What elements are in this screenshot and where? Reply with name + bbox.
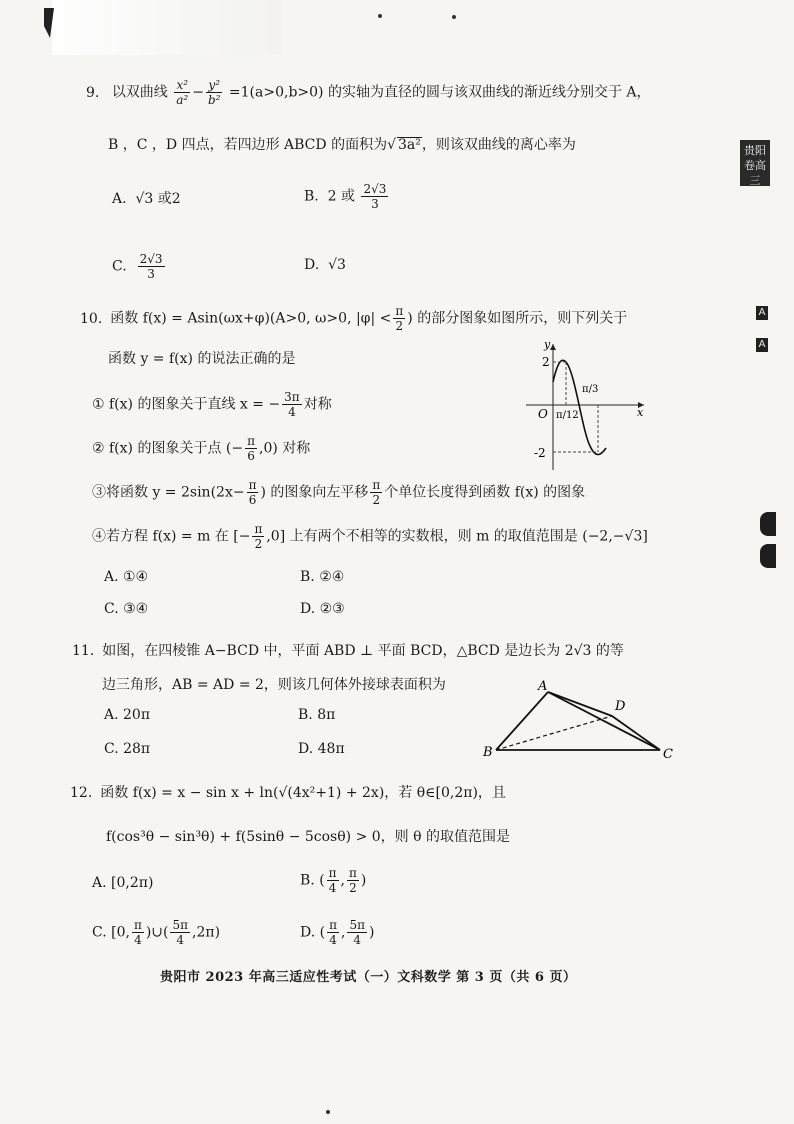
- scan-dot: [378, 14, 382, 18]
- q12-option-d[interactable]: D. ( $\frac{\pi}{4}$ , $\frac{5\pi}{4}$ ): [300, 918, 375, 947]
- q9-line2: B ，C ，D 四点，若四边形 ABCD 的面积为√ 3a²，则该双曲线的离心率为: [108, 137, 576, 153]
- q11-option-c[interactable]: C. 28π: [104, 741, 151, 757]
- fraction: $\frac{\pi}{6}$: [248, 478, 257, 507]
- q9-option-d[interactable]: D. √3: [304, 257, 346, 273]
- q12-option-c[interactable]: C. [0, $\frac{\pi}{4}$ )∪( $\frac{5\pi}{4}$ ,2π): [92, 918, 221, 947]
- sine-graph: [520, 340, 650, 475]
- tick2-label: π/3: [582, 384, 599, 395]
- q11-option-d[interactable]: D. 48π: [298, 741, 345, 757]
- binding-hole: [760, 512, 776, 536]
- q10-statement-1: ① f(x) 的图象关于直线 x = − $\frac{3\pi}{4}$ 对称: [92, 390, 332, 419]
- pyramid-figure: [480, 680, 680, 762]
- q11-option-a[interactable]: A. 20π: [104, 707, 151, 723]
- q10-statement-2: ② f(x) 的图象关于点 (− $\frac{\pi}{6}$ ,0) 对称: [92, 434, 311, 463]
- side-tab: 贵阳卷高三: [740, 140, 770, 186]
- q10-statement-4: ④若方程 f(x) = m 在 [− $\frac{\pi}{2}$ ,0] 上有两个不相等的实数根，则 m 的取值范围是 (−2,−√3]: [92, 522, 648, 551]
- q10-line2: 函数 y = f(x) 的说法正确的是: [108, 351, 296, 367]
- q10-statement-3: ③将函数 y = 2sin(2x− $\frac{\pi}{6}$ ) 的图象向左平移 $\frac{\pi}{2}$ 个单位长度得到函数 f(x) 的图象: [92, 478, 586, 507]
- fraction: $\frac{\pi}{2}$: [254, 522, 263, 551]
- edge-AB: [496, 692, 548, 750]
- y-label: y: [544, 340, 551, 351]
- fraction: $\frac{\pi}{4}$: [133, 918, 142, 947]
- x-label: x: [637, 406, 644, 419]
- vertex-D-label: D: [615, 699, 626, 714]
- fraction: $\frac{\text{y²}}{\text{b²}}$: [207, 78, 221, 107]
- fraction: $\frac{\pi}{2}$: [395, 304, 404, 333]
- fraction: $\frac{\pi}{4}$: [328, 866, 337, 895]
- fraction: $\frac{5\pi}{4}$: [349, 918, 365, 947]
- edge-AD: [548, 692, 612, 716]
- y-min-label: -2: [534, 446, 546, 460]
- question-number: 9.: [86, 84, 100, 101]
- fraction: $\frac{2√3}{3}$: [139, 252, 163, 281]
- scan-smudge: [52, 0, 282, 55]
- vertex-C-label: C: [663, 747, 673, 762]
- side-letter: A: [756, 338, 768, 352]
- fraction: $\frac{\text{x²}}{\text{a²}}$: [176, 78, 189, 107]
- side-letter: A: [756, 306, 768, 320]
- q10-option-c[interactable]: C. ③④: [104, 601, 149, 617]
- y-max-label: 2: [542, 355, 550, 369]
- fraction: $\frac{\pi}{4}$: [329, 918, 337, 947]
- edge-DC: [612, 716, 660, 750]
- q9-line1: 9. 以双曲线 $\frac{\text{x²}}{\text{a²}}$ − $\frac{\text{y²}}{\text{b²}}$ =1(a>0,b>0) 的实轴为直径的圆与该双曲线的渐近线分别交于 A，: [86, 78, 651, 107]
- tick1-label: π/12: [556, 410, 579, 421]
- fraction: $\frac{3\pi}{4}$: [284, 390, 300, 419]
- q12-line1: 12. 函数 f(x) = x − sin x + ln(√(4x²+1) + 2x)，若 θ∈[0,2π)，且: [70, 785, 506, 801]
- q9-option-c[interactable]: C. $\frac{2√3}{3}$: [112, 252, 163, 281]
- y-axis-arrow: [550, 344, 556, 350]
- fraction: $\frac{2√3}{3}$: [363, 182, 387, 211]
- q12-option-b[interactable]: B. ( $\frac{\pi}{4}$ , $\frac{\pi}{2}$ ): [300, 866, 367, 895]
- binding-hole: [760, 544, 776, 568]
- q9-option-b[interactable]: B. 2 或 $\frac{2√3}{3}$: [304, 182, 387, 211]
- q10-option-b[interactable]: B. ②④: [300, 569, 345, 585]
- q10-line1: 10. 函数 f(x) = Asin(ωx+φ)(A>0, ω>0, |φ| < $\frac{\pi}{2}$ ) 的部分图象如图所示，则下列关于: [80, 304, 628, 333]
- q11-option-b[interactable]: B. 8π: [298, 707, 336, 723]
- vertex-A-label: A: [538, 680, 548, 694]
- q10-option-d[interactable]: D. ②③: [300, 601, 345, 617]
- q12-line2: f(cos³θ − sin³θ) + f(5sinθ − 5cosθ) > 0，则 θ 的取值范围是: [106, 829, 510, 845]
- page-footer: 贵阳市 2023 年高三适应性考试（一）文科数学 第 3 页（共 6 页）: [160, 970, 577, 985]
- q11-line1: 11. 如图，在四棱锥 A−BCD 中，平面 ABD ⊥ 平面 BCD，△BCD 是边长为 2√3 的等: [72, 643, 624, 659]
- fraction: $\frac{\pi}{2}$: [372, 478, 381, 507]
- edge-AC: [548, 692, 660, 750]
- scan-dot: [452, 15, 456, 19]
- fraction: $\frac{\pi}{6}$: [247, 434, 255, 463]
- q9-option-a[interactable]: A. √3 或2: [112, 191, 181, 207]
- q11-line2: 边三角形，AB = AD = 2，则该几何体外接球表面积为: [102, 677, 446, 693]
- vertex-B-label: B: [483, 745, 493, 760]
- edge-BD-hidden: [496, 716, 612, 750]
- q12-option-a[interactable]: A. [0,2π): [92, 875, 154, 891]
- fraction: $\frac{5\pi}{4}$: [172, 918, 189, 947]
- q10-option-a[interactable]: A. ①④: [104, 569, 149, 585]
- scan-dot: [326, 1110, 330, 1114]
- fraction: $\frac{\pi}{2}$: [349, 866, 357, 895]
- origin-label: O: [538, 407, 548, 421]
